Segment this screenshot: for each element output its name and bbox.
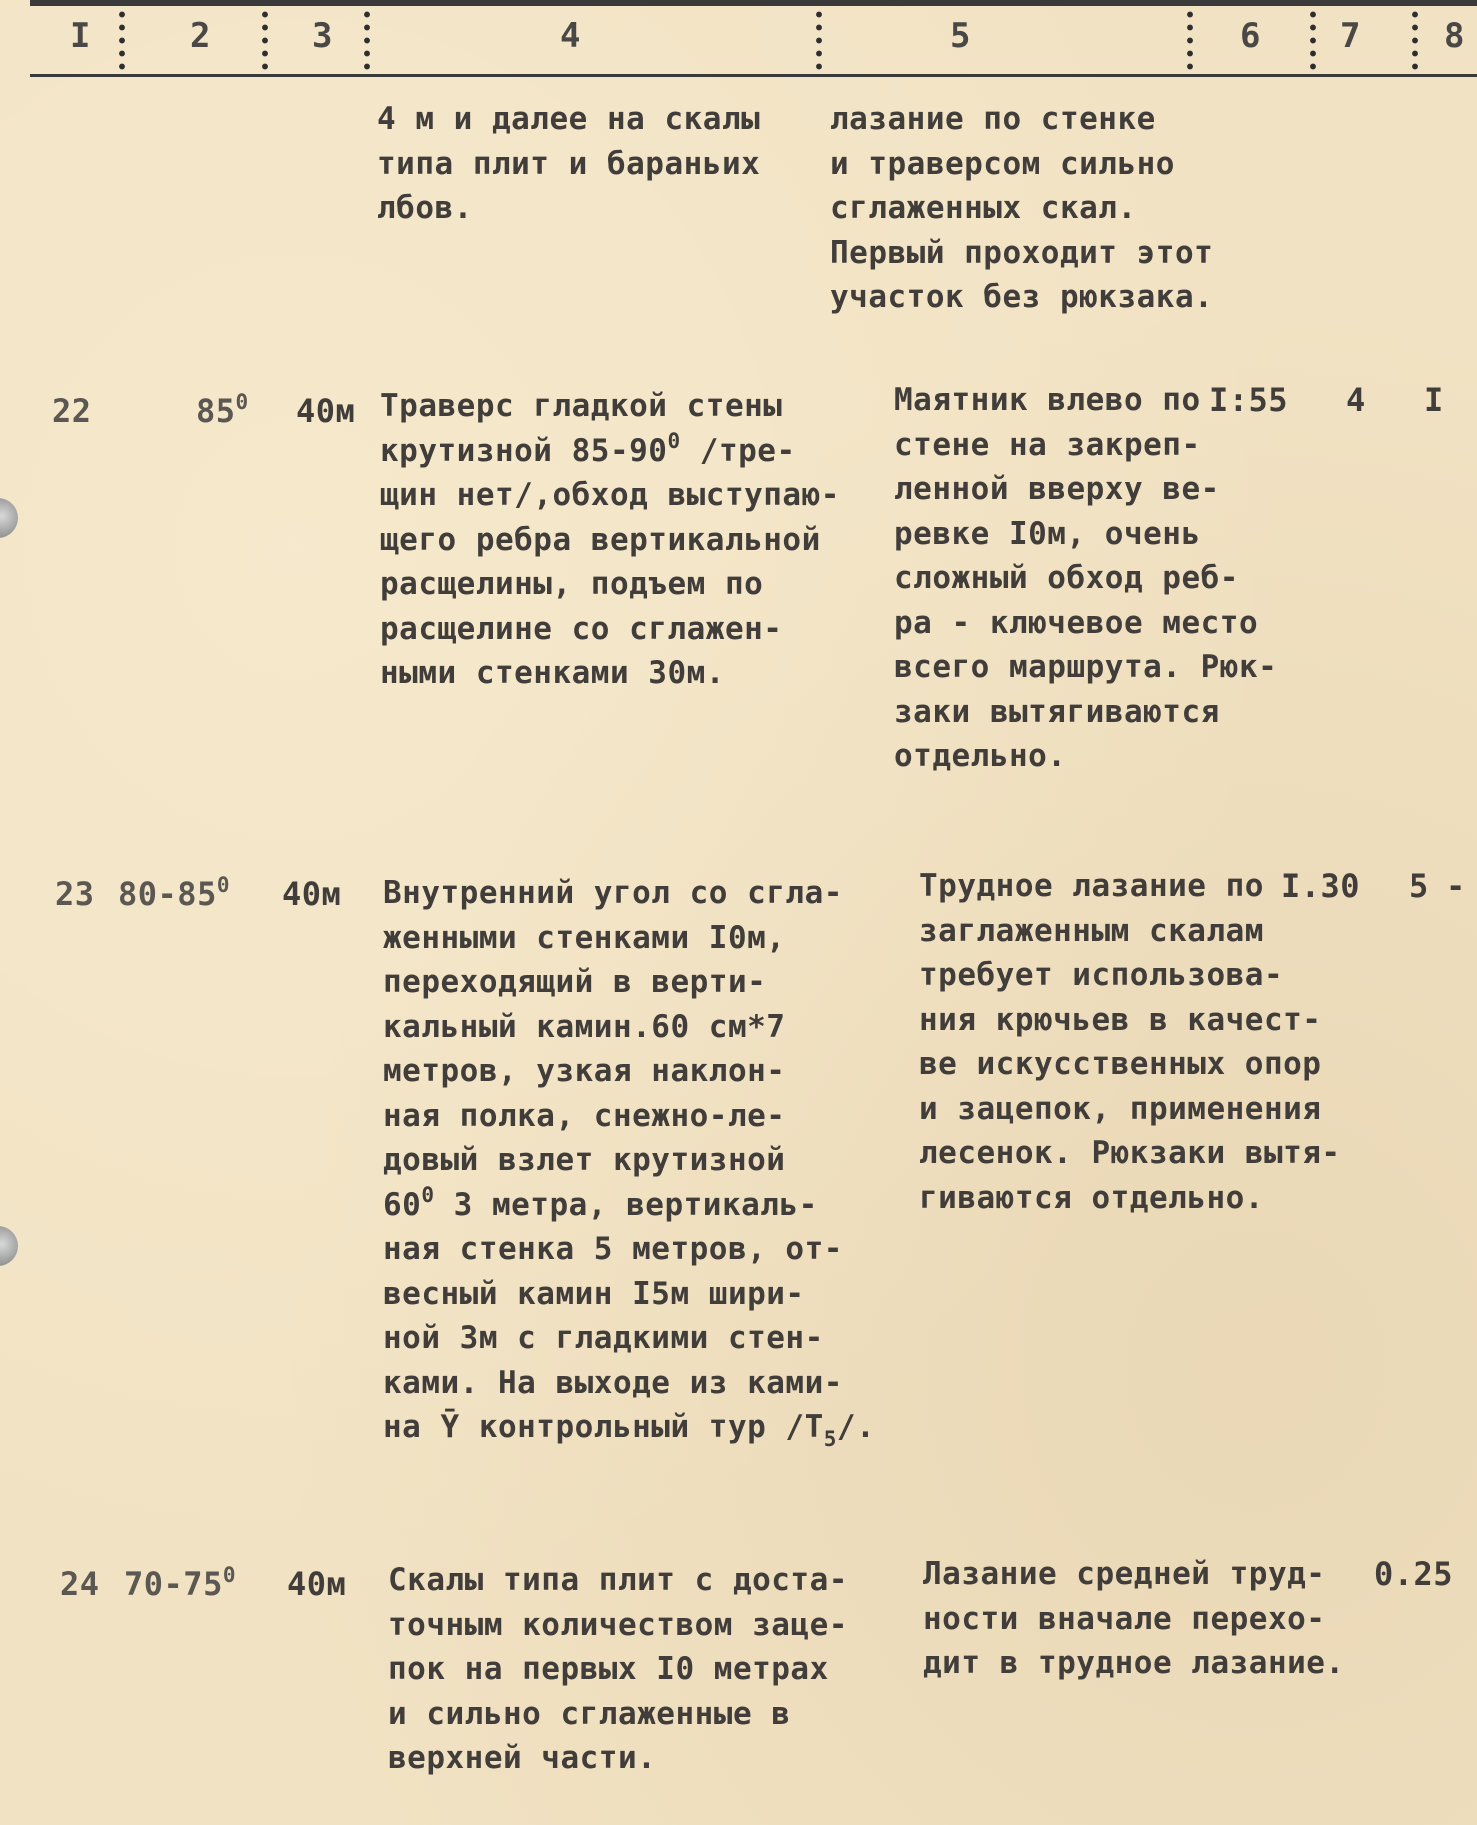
row-col7: 4	[1346, 381, 1366, 419]
header-col-1: I	[70, 16, 91, 56]
row-continued-description: 4 м и далее на скалы типа плит и бараньих лбов.	[377, 101, 761, 226]
text-line	[383, 1049, 875, 1094]
row-time: I:55	[1209, 381, 1289, 419]
row-length: 40м	[296, 392, 356, 430]
text-line	[383, 1005, 875, 1050]
row-angle: $80-85^0$	[118, 873, 230, 913]
line-text: ная полка, снежно-ле-	[383, 1097, 786, 1134]
degree-mark: 0	[421, 1182, 435, 1207]
row-col7: 5	[1409, 867, 1429, 905]
row-angle: $70-75^0$	[124, 1563, 236, 1603]
line-text: ными стенками 30м.	[380, 655, 725, 691]
text-line	[383, 1316, 875, 1361]
line-text: расщелины, подъем по	[380, 566, 764, 602]
text-line	[383, 871, 875, 916]
row-col8: -	[1446, 867, 1466, 905]
header-separator	[1412, 8, 1418, 72]
line-text: весный камин I5м шири-	[383, 1275, 805, 1312]
row-description	[383, 871, 875, 1450]
line-text: ной 3м с гладкими стен-	[383, 1320, 824, 1356]
text-line	[383, 960, 875, 1005]
line-text: метров, узкая наклон-	[383, 1053, 786, 1089]
line-text: ками. На выходе из ками-	[383, 1364, 843, 1401]
text-line	[380, 384, 840, 429]
header-col-3: 3	[312, 16, 333, 56]
line-text: переходящий в верти-	[383, 964, 767, 1000]
header-col-7: 7	[1340, 16, 1361, 56]
line-text: щего ребра вертикальной	[380, 521, 821, 558]
row-description: Скалы типа плит с доста- точным количеством заце- пок на первых I0 метрах и сильно сглаженные в верхней части.	[388, 1562, 848, 1776]
row-number: 24	[60, 1565, 100, 1603]
header-separator	[1187, 8, 1193, 72]
text-line	[383, 1183, 875, 1228]
line-text: женными стенками I0м,	[383, 919, 786, 956]
row-col8: I	[1424, 381, 1444, 419]
header-col-2: 2	[190, 16, 211, 56]
header-separator	[262, 8, 268, 72]
row-number: 22	[52, 392, 92, 430]
header-col-4: 4	[560, 16, 581, 56]
subscript: 5	[823, 1427, 837, 1451]
row-technique: Трудное лазание по заглаженным скалам требует использова- ния крючьев в качест- ве искусственных опор и зацепок, применения лесенок. Рюкзаки вытя- гиваются отдельно.	[919, 868, 1341, 1216]
row-time: I.30	[1281, 867, 1361, 905]
header-separator	[364, 8, 370, 72]
line-text: /.	[836, 1409, 876, 1445]
line-text: Траверс гладкой стены	[380, 388, 783, 424]
text-line	[380, 429, 840, 474]
line-text: щин нет/,обход выступаю-	[380, 477, 840, 513]
punch-hole	[0, 1226, 18, 1266]
line-text: крутизной 85-90	[380, 432, 668, 469]
header-bottom-rule	[30, 74, 1477, 77]
header-separator	[119, 8, 125, 72]
text-line	[383, 1272, 875, 1317]
row-continued-technique: лазание по стенке и траверсом сильно сглаженных скал. Первый проходит этот участок без рюкзака.	[830, 101, 1214, 315]
row-time: 0.25	[1374, 1555, 1454, 1593]
line-text: 60	[383, 1186, 422, 1223]
line-text: 3 метра, вертикаль-	[434, 1186, 818, 1223]
line-text: /тре-	[680, 432, 796, 469]
line-text: Внутренний угол со сгла-	[383, 875, 843, 911]
text-line	[380, 518, 840, 563]
text-line	[383, 1138, 875, 1183]
row-length: 40м	[282, 875, 342, 913]
row-length: 40м	[287, 1565, 347, 1603]
header-col-5: 5	[950, 16, 971, 56]
punch-hole	[0, 498, 18, 538]
row-description	[380, 384, 840, 696]
line-text: ная стенка 5 метров, от-	[383, 1231, 843, 1267]
text-line	[380, 651, 840, 696]
text-line	[383, 1405, 875, 1450]
line-text: расщелине со сглажен-	[380, 610, 783, 647]
header-separator	[816, 8, 822, 72]
header-top-rule	[30, 0, 1477, 6]
line-text: кальный камин.60 см*7	[383, 1008, 786, 1045]
row-technique: Лазание средней труд- ности вначале перехо- дит в трудное лазание.	[923, 1556, 1345, 1681]
degree-mark: 0	[667, 428, 681, 453]
header-col-8: 8	[1444, 16, 1465, 56]
text-line	[383, 916, 875, 961]
text-line	[380, 607, 840, 652]
text-line	[383, 1094, 875, 1139]
header-separator	[1310, 8, 1316, 72]
header-col-6: 6	[1240, 16, 1261, 56]
text-line	[380, 562, 840, 607]
text-line	[383, 1361, 875, 1406]
text-line	[383, 1227, 875, 1272]
text-line	[380, 473, 840, 518]
line-text: довый взлет крутизной	[383, 1142, 786, 1178]
row-angle: $85^0$	[196, 390, 249, 430]
row-technique: Маятник влево по стене на закреп- ленной вверху ве- ревке I0м, очень сложный обход реб- ра - ключевое место всего маршрута. Рюк- заки вытягиваются отдельно.	[894, 382, 1278, 774]
line-text: на Ȳ контрольный тур /Т	[383, 1409, 824, 1445]
row-number: 23	[55, 875, 95, 913]
